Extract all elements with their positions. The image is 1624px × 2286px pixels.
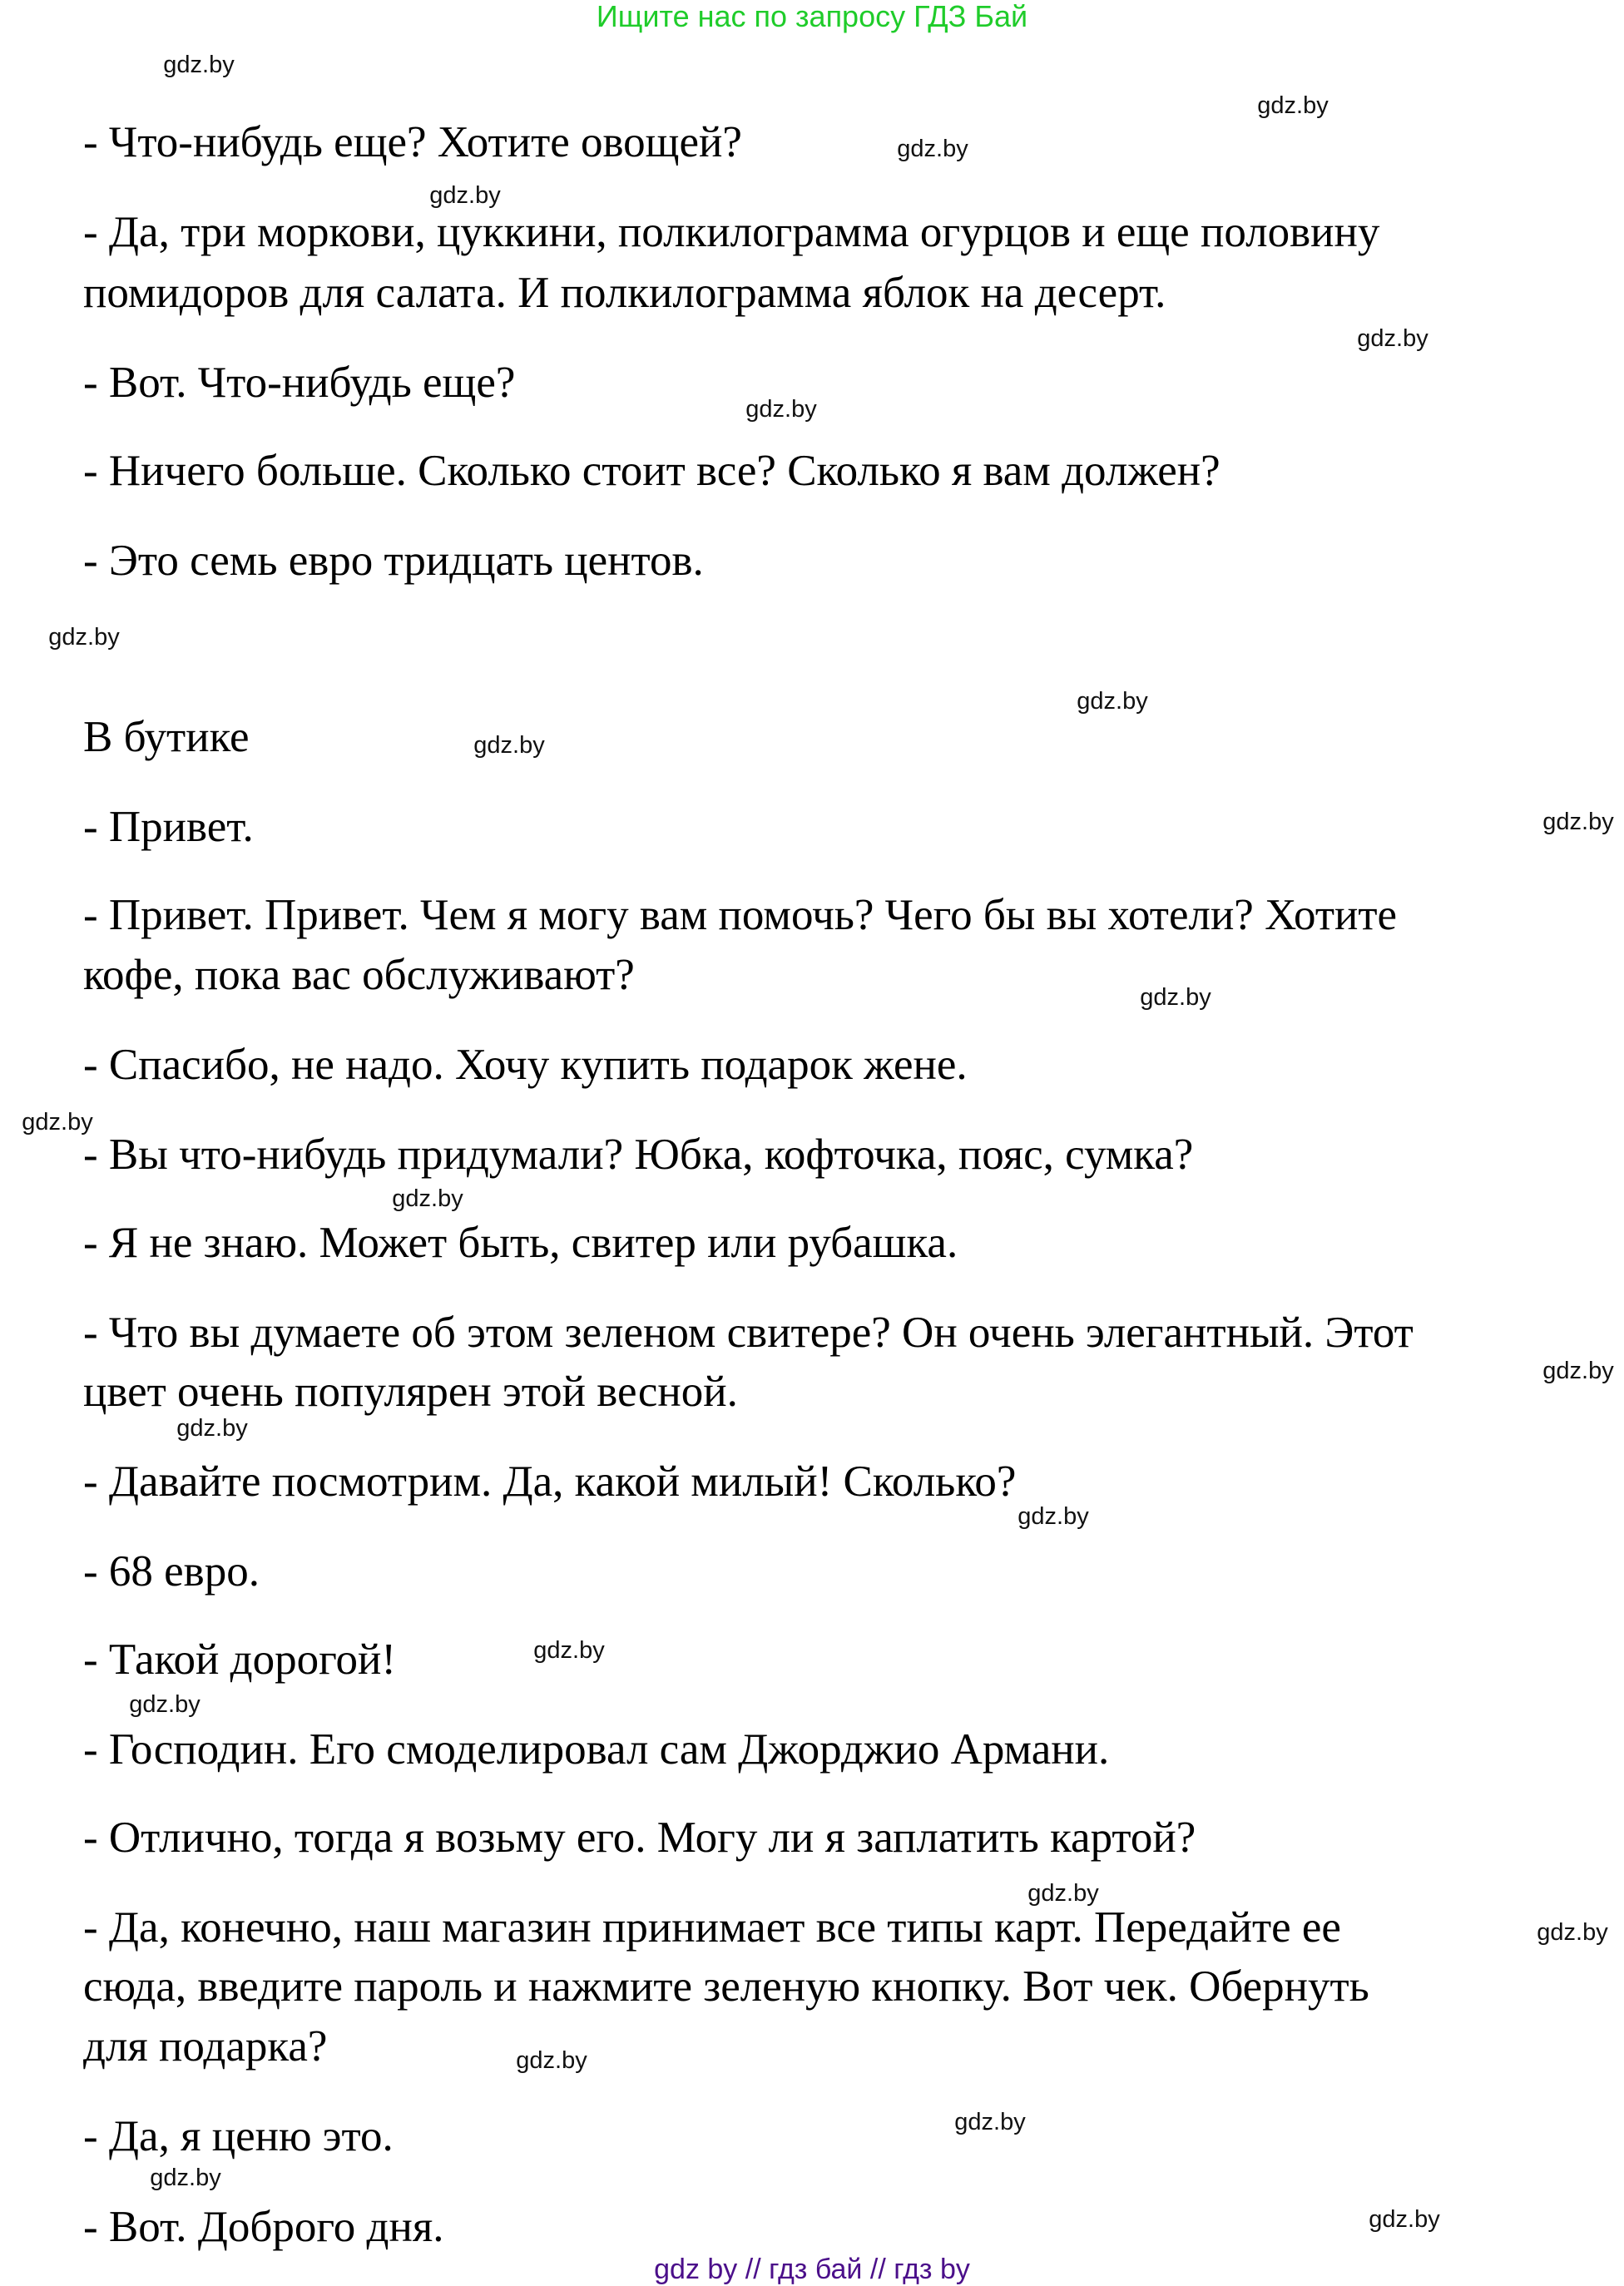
dialogue-line: цвет очень популярен этой весной. (83, 1368, 738, 1416)
dialogue-line: - 68 евро. (83, 1547, 260, 1596)
footer-links: gdz by // гдз бай // гдз by (654, 2254, 970, 2285)
watermark: gdz.by (1357, 325, 1428, 352)
dialogue-line: помидоров для салата. И полкилограмма яблок на десерт. (83, 269, 1166, 317)
dialogue-line: - Что вы думаете об этом зеленом свитере? Он очень элегантный. Этот (83, 1309, 1414, 1357)
dialogue-line: - Да, три моркови, цуккини, полкилограмма огурцов и еще половину (83, 208, 1380, 256)
watermark: gdz.by (745, 396, 817, 423)
watermark: gdz.by (1537, 1919, 1608, 1946)
dialogue-line: сюда, введите пароль и нажмите зеленую кнопку. Вот чек. Обернуть (83, 1962, 1369, 2011)
watermark: gdz.by (163, 52, 235, 78)
dialogue-line: - Вот. Доброго дня. (83, 2203, 444, 2251)
watermark: gdz.by (897, 136, 968, 162)
watermark: gdz.by (150, 2165, 221, 2191)
dialogue-line: - Давайте посмотрим. Да, какой милый! Сколько? (83, 1457, 1017, 1506)
watermark: gdz.by (1542, 809, 1614, 835)
dialogue-line: - Привет. (83, 803, 254, 851)
dialogue-line: для подарка? (83, 2022, 328, 2071)
watermark: gdz.by (516, 2047, 587, 2074)
dialogue-line: - Да, конечно, наш магазин принимает все типы карт. Передайте ее (83, 1903, 1341, 1952)
dialogue-line: - Отлично, тогда я возьму его. Могу ли я заплатить картой? (83, 1813, 1196, 1862)
watermark: gdz.by (129, 1691, 201, 1718)
section-title: В бутике (83, 713, 250, 761)
watermark: gdz.by (429, 182, 501, 209)
watermark: gdz.by (48, 624, 120, 651)
dialogue-line: - Да, я ценю это. (83, 2112, 394, 2160)
watermark: gdz.by (954, 2109, 1026, 2135)
watermark: gdz.by (473, 732, 545, 759)
dialogue-line: - Я не знаю. Может быть, свитер или рубашка. (83, 1219, 958, 1267)
watermark: gdz.by (1257, 92, 1329, 119)
watermark: gdz.by (1140, 984, 1211, 1011)
dialogue-line: - Такой дорогой! (83, 1635, 397, 1684)
dialogue-line: - Это семь евро тридцать центов. (83, 537, 704, 585)
watermark: gdz.by (176, 1415, 248, 1442)
watermark: gdz.by (1369, 2206, 1440, 2233)
dialogue-line: - Что-нибудь еще? Хотите овощей? (83, 118, 742, 166)
dialogue-line: - Вы что-нибудь придумали? Юбка, кофточка, пояс, сумка? (83, 1131, 1194, 1179)
watermark: gdz.by (1077, 688, 1148, 715)
watermark: gdz.by (1017, 1503, 1089, 1530)
dialogue-line: - Привет. Привет. Чем я могу вам помочь? Чего бы вы хотели? Хотите (83, 891, 1398, 939)
promo-header: Ищите нас по запросу ГДЗ Бай (596, 0, 1028, 33)
dialogue-line: - Ничего больше. Сколько стоит все? Сколько я вам должен? (83, 447, 1220, 495)
watermark: gdz.by (392, 1185, 463, 1212)
dialogue-line: - Господин. Его смоделировал сам Джорджио Армани. (83, 1725, 1110, 1774)
watermark: gdz.by (533, 1637, 605, 1664)
dialogue-line: кофе, пока вас обслуживают? (83, 951, 635, 999)
dialogue-line: - Спасибо, не надо. Хочу купить подарок жене. (83, 1041, 968, 1089)
dialogue-line: - Вот. Что-нибудь еще? (83, 359, 516, 407)
watermark: gdz.by (1542, 1358, 1614, 1384)
watermark: gdz.by (22, 1109, 93, 1136)
watermark: gdz.by (1027, 1880, 1099, 1907)
